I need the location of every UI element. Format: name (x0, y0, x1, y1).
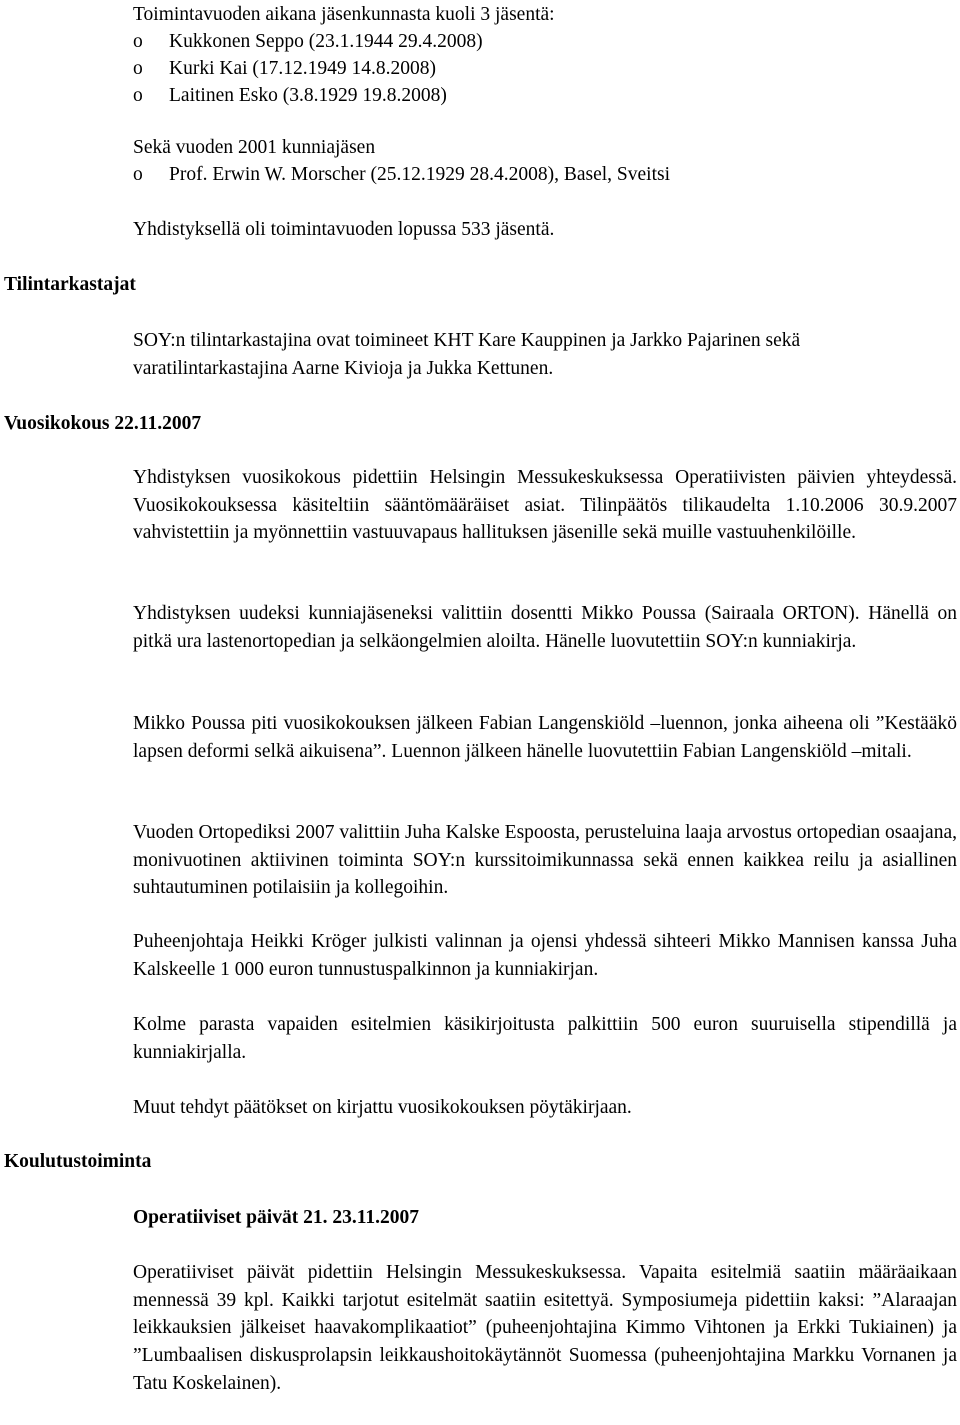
deceased-name: Laitinen Esko (3.8.1929 19.8.2008) (169, 85, 447, 106)
auditors-heading: Tilintarkastajat (4, 274, 136, 295)
annual-meeting-paragraph: Vuoden Ortopediksi 2007 valittiin Juha Kalske Espoosta, perusteluina laaja arvostus ortopedian osaajana, monivuotinen aktiivinen toiminta SOY:n kurssitoimikunnassa sekä ennen kaikkea reilu ja asiallinen suhtautuminen potilaisiin ja kollegoihin. (133, 822, 957, 899)
auditors-text: SOY:n tilintarkastajina ovat toimineet KHT Kare Kauppinen ja Jarkko Pajarinen sekä varatilintarkastajina Aarne Kivioja ja Jukka Kettunen. (133, 330, 801, 379)
annual-meeting-paragraph: Yhdistyksen uudeksi kunniajäseneksi valittiin dosentti Mikko Poussa (Sairaala ORTON). Hänellä on pitkä ura lastenortopedian ja selkäongelmien aloilta. Hänelle luovutettiin SOY:n kunniakirja. (133, 603, 957, 652)
honorary-intro: Sekä vuoden 2001 kunniajäsen (133, 137, 376, 158)
annual-meeting-paragraph: Yhdistyksen vuosikokous pidettiin Helsingin Messukeskuksessa Operatiivisten päivien yhteydessä. Vuosikokouksessa käsiteltiin sääntömääräiset asiat. Tilinpäätös tilikaudelta 1.10.2006 30.9.2007 vahvistettiin ja myönnettiin vastuuvapaus hallituksen jäsenille sekä muille vastuuhenkilöille. (133, 467, 957, 544)
deceased-item (133, 82, 555, 109)
members-section (133, 1, 555, 109)
members-intro: Toimintavuoden aikana jäsenkunnasta kuoli 3 jäsentä: (133, 4, 555, 25)
bullet-glyph: o (133, 164, 143, 185)
training-text: Operatiiviset päivät pidettiin Helsingin Messukeskuksessa. Vapaita esitelmiä saatiin määräaikaan mennessä 39 kpl. Kaikki tarjotut esitelmät saatiin esitettyä. Symposiumeja pidettiin kaksi: ”Alaraajan leikkauksien jälkeiset haavakomplikaatiot” (puheenjohtajina Kimmo Vihtonen ja Erkki Tukiainen) ja ”Lumbaalisen diskusprolapsin leikkaushoitokäytännöt Suomessa (puheenjohtajina Markku Vornanen ja Tatu Koskelainen). (133, 1262, 957, 1394)
honorary-name: Prof. Erwin W. Morscher (25.12.1929 28.4.2008), Basel, Sveitsi (169, 164, 671, 185)
bullet-glyph: o (133, 58, 143, 79)
member-count: Yhdistyksellä oli toimintavuoden lopussa 533 jäsentä. (133, 219, 555, 240)
deceased-item (133, 28, 555, 55)
annual-meeting-paragraph: Kolme parasta vapaiden esitelmien käsikirjoitusta palkittiin 500 euron suuruisella stipendillä ja kunniakirjalla. (133, 1014, 957, 1063)
annual-meeting-heading: Vuosikokous 22.11.2007 (4, 413, 202, 434)
deceased-name: Kukkonen Seppo (23.1.1944 29.4.2008) (169, 31, 483, 52)
annual-meeting-paragraph: Mikko Poussa piti vuosikokouksen jälkeen Fabian Langenskiöld –luennon, jonka aiheena oli ”Kestääkö lapsen deformi selkä aikuisena”. Luennon jälkeen hänelle luovutettiin Fabian Langenskiöld –mitali. (133, 713, 957, 762)
bullet-glyph: o (133, 85, 143, 106)
training-heading: Koulutustoiminta (4, 1151, 152, 1172)
honorary-item (133, 161, 670, 188)
honorary-section (133, 134, 670, 188)
training-subheading: Operatiiviset päivät 21. 23.11.2007 (133, 1207, 419, 1228)
deceased-name: Kurki Kai (17.12.1949 14.8.2008) (169, 58, 437, 79)
bullet-glyph: o (133, 31, 143, 52)
deceased-item (133, 55, 555, 82)
annual-meeting-paragraph: Muut tehdyt päätökset on kirjattu vuosikokouksen pöytäkirjaan. (133, 1097, 632, 1118)
annual-meeting-paragraph: Puheenjohtaja Heikki Kröger julkisti valinnan ja ojensi yhdessä sihteeri Mikko Mannisen kanssa Juha Kalskeelle 1 000 euron tunnustuspalkinnon ja kunniakirjan. (133, 931, 957, 980)
